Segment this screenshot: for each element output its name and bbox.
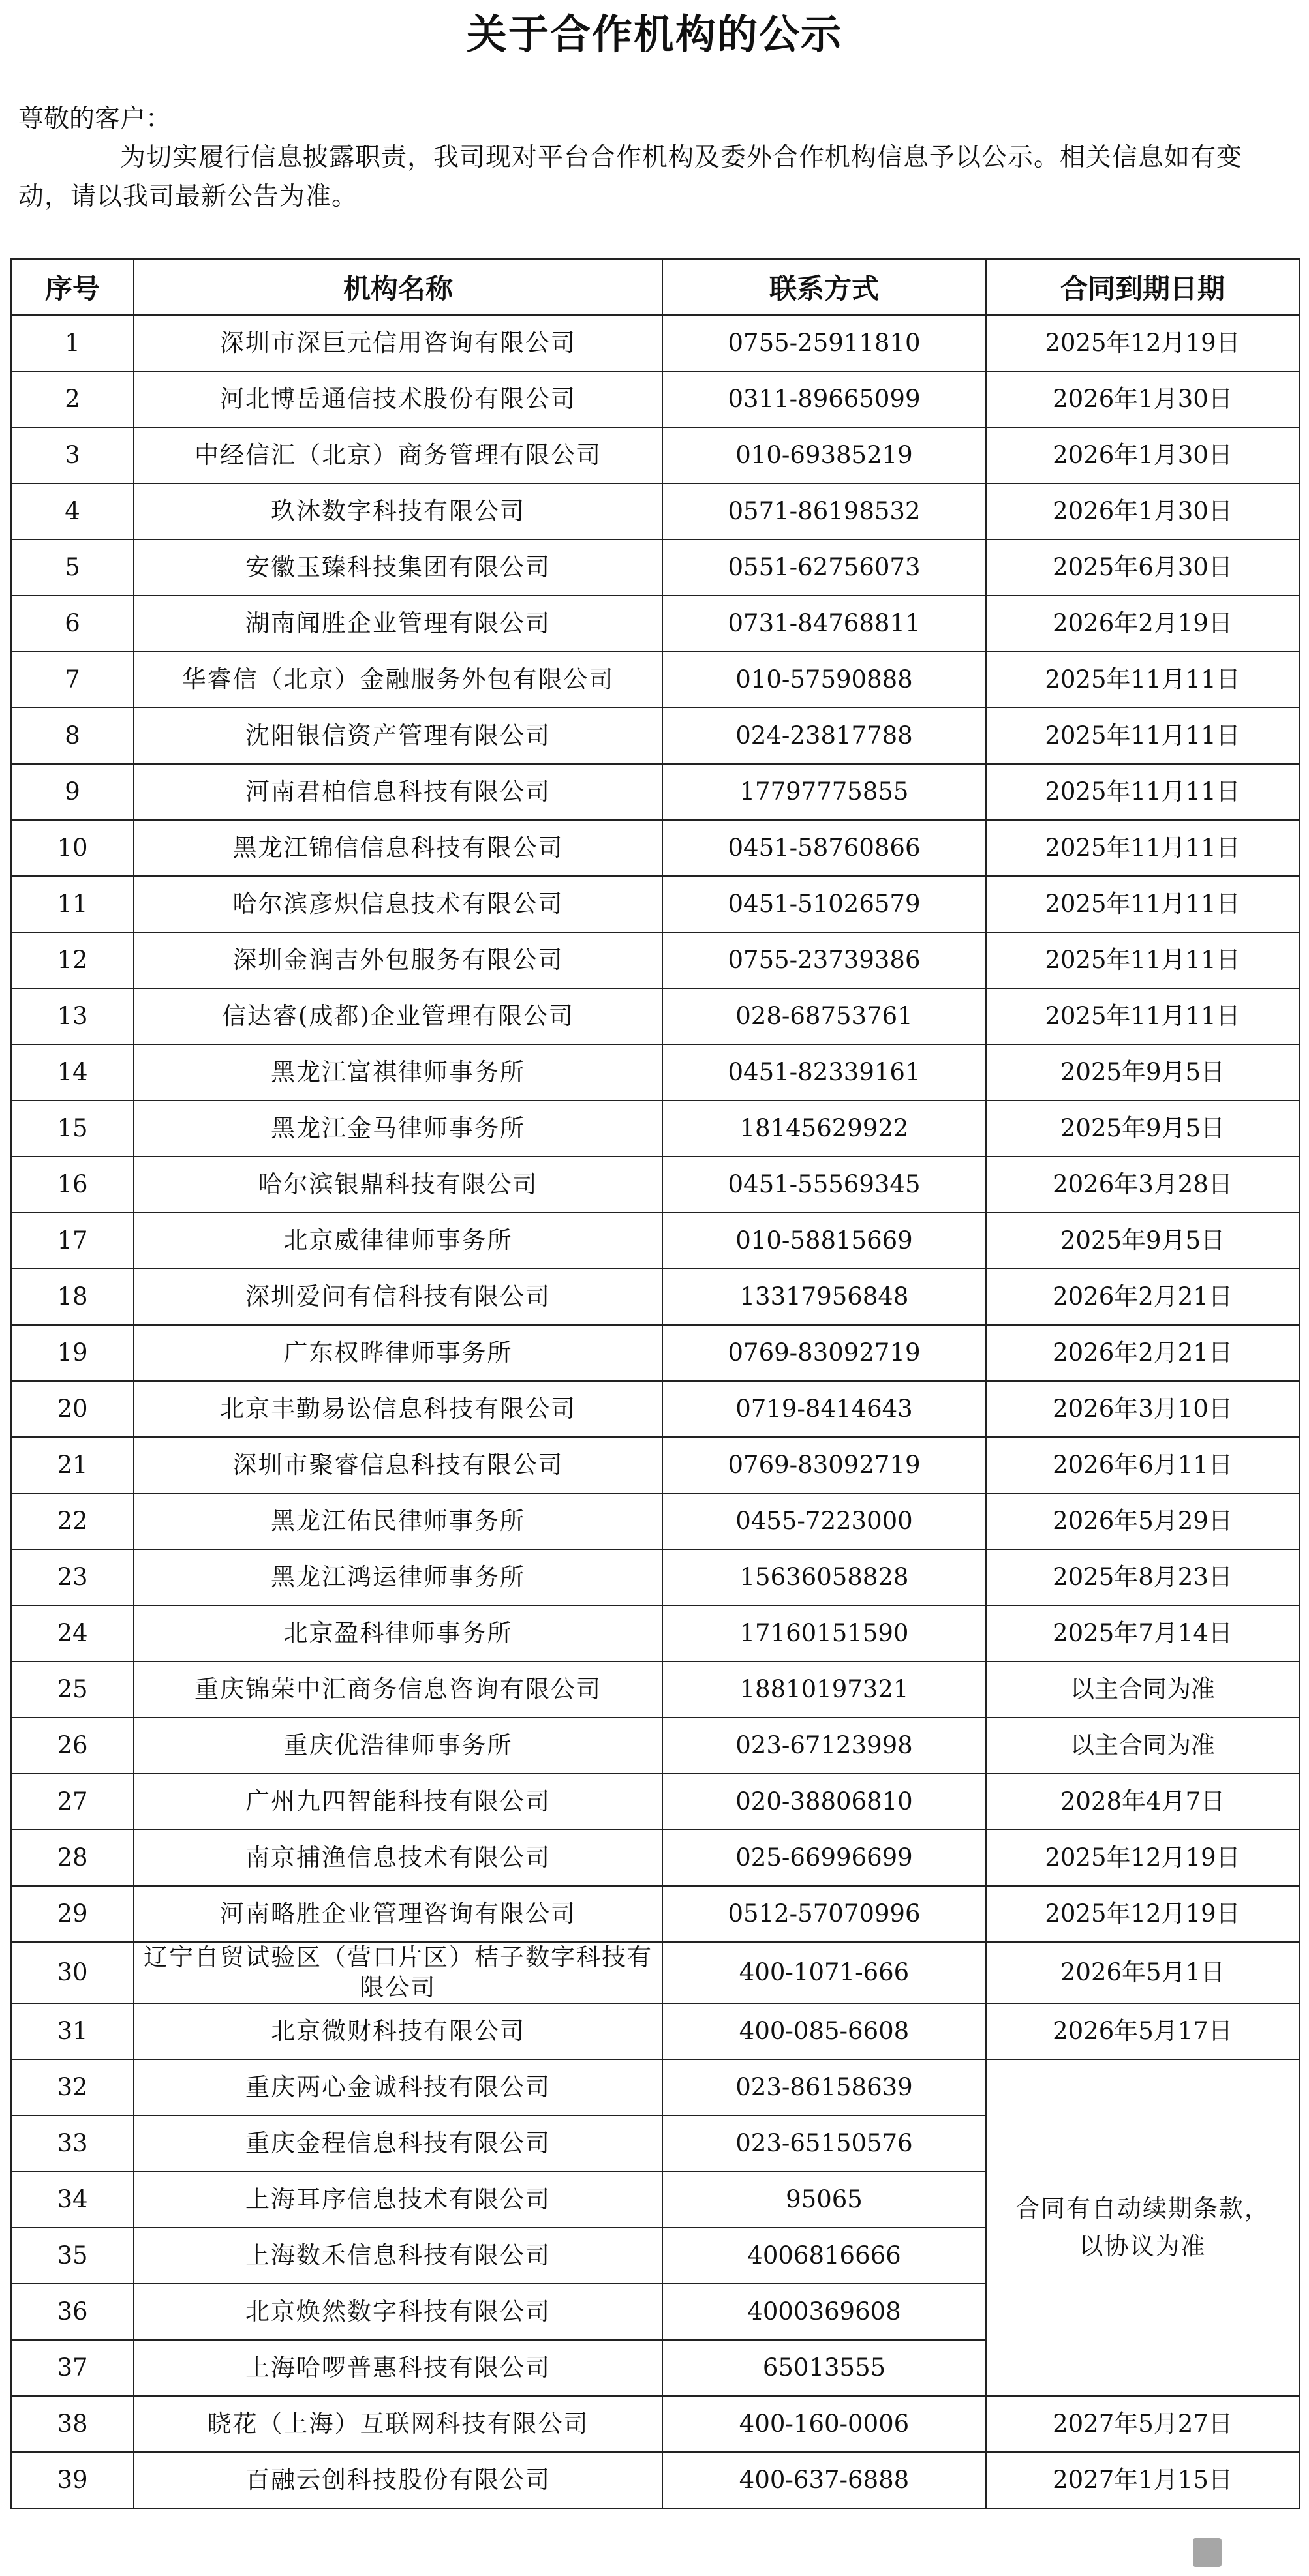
cell-contact: 0731-84768811 xyxy=(662,596,986,652)
cell-name: 黑龙江金马律师事务所 xyxy=(134,1100,662,1157)
table-row xyxy=(11,1942,1299,2003)
cell-contact: 17160151590 xyxy=(662,1605,986,1661)
table-body xyxy=(11,315,1299,2508)
cell-name: 湖南闻胜企业管理有限公司 xyxy=(134,596,662,652)
cell-name: 深圳金润吉外包服务有限公司 xyxy=(134,932,662,988)
header-name: 机构名称 xyxy=(134,259,662,315)
cell-contact: 95065 xyxy=(662,2172,986,2228)
cell-contact: 0451-82339161 xyxy=(662,1044,986,1100)
cell-contact: 0719-8414643 xyxy=(662,1381,986,1437)
cell-no: 33 xyxy=(11,2115,134,2172)
cell-expiry: 2025年12月19日 xyxy=(986,315,1299,371)
cell-name: 中经信汇（北京）商务管理有限公司 xyxy=(134,427,662,483)
intro-paragraph: 为切实履行信息披露职责，我司现对平台合作机构及委外合作机构信息予以公示。相关信息如有变动，请以我司最新公告为准。 xyxy=(18,143,1243,211)
cell-no: 25 xyxy=(11,1661,134,1718)
cell-no: 34 xyxy=(11,2172,134,2228)
cell-expiry: 2027年1月15日 xyxy=(986,2452,1299,2508)
table-row xyxy=(11,988,1299,1044)
cell-no: 15 xyxy=(11,1100,134,1157)
cell-no: 38 xyxy=(11,2396,134,2452)
cell-name: 深圳爱问有信科技有限公司 xyxy=(134,1269,662,1325)
table-row xyxy=(11,1100,1299,1157)
table-row xyxy=(11,1213,1299,1269)
cell-expiry: 2025年12月19日 xyxy=(986,1886,1299,1942)
cell-name: 北京丰勤易讼信息科技有限公司 xyxy=(134,1381,662,1437)
table-header-row xyxy=(11,259,1299,315)
cell-expiry: 2026年5月1日 xyxy=(986,1942,1299,2003)
cell-contact: 023-65150576 xyxy=(662,2115,986,2172)
cell-contact: 010-69385219 xyxy=(662,427,986,483)
cell-contact: 0451-55569345 xyxy=(662,1157,986,1213)
table-row xyxy=(11,932,1299,988)
cell-name: 重庆优浩律师事务所 xyxy=(134,1718,662,1774)
cell-no: 23 xyxy=(11,1549,134,1605)
cell-contact: 0571-86198532 xyxy=(662,483,986,539)
table-row xyxy=(11,1830,1299,1886)
cell-contact: 4000369608 xyxy=(662,2284,986,2340)
cell-name: 重庆金程信息科技有限公司 xyxy=(134,2115,662,2172)
cell-no: 13 xyxy=(11,988,134,1044)
cell-expiry: 2025年11月11日 xyxy=(986,988,1299,1044)
table-row xyxy=(11,1437,1299,1493)
cell-expiry: 2026年6月11日 xyxy=(986,1437,1299,1493)
cell-expiry: 2027年5月27日 xyxy=(986,2396,1299,2452)
cell-no: 4 xyxy=(11,483,134,539)
cell-name: 上海哈啰普惠科技有限公司 xyxy=(134,2340,662,2396)
cell-contact: 0769-83092719 xyxy=(662,1437,986,1493)
cell-expiry: 2026年3月10日 xyxy=(986,1381,1299,1437)
cell-contact: 18145629922 xyxy=(662,1100,986,1157)
cell-contact: 024-23817788 xyxy=(662,708,986,764)
cell-name: 沈阳银信资产管理有限公司 xyxy=(134,708,662,764)
cell-contact: 0512-57070996 xyxy=(662,1886,986,1942)
cell-no: 35 xyxy=(11,2228,134,2284)
cell-no: 14 xyxy=(11,1044,134,1100)
table-row xyxy=(11,708,1299,764)
table-row xyxy=(11,2003,1299,2059)
cell-no: 36 xyxy=(11,2284,134,2340)
cell-no: 12 xyxy=(11,932,134,988)
table-row xyxy=(11,2396,1299,2452)
table-row xyxy=(11,2452,1299,2508)
header-expiry: 合同到期日期 xyxy=(986,259,1299,315)
cell-contact: 400-637-6888 xyxy=(662,2452,986,2508)
cell-name: 河南略胜企业管理咨询有限公司 xyxy=(134,1886,662,1942)
cell-contact: 010-57590888 xyxy=(662,652,986,708)
cell-contact: 4006816666 xyxy=(662,2228,986,2284)
cell-expiry: 2025年11月11日 xyxy=(986,764,1299,820)
cell-contact: 15636058828 xyxy=(662,1549,986,1605)
table-row xyxy=(11,539,1299,596)
cell-name: 上海耳序信息技术有限公司 xyxy=(134,2172,662,2228)
cell-no: 3 xyxy=(11,427,134,483)
cell-contact: 020-38806810 xyxy=(662,1774,986,1830)
cell-expiry: 2026年2月19日 xyxy=(986,596,1299,652)
table-row xyxy=(11,1493,1299,1549)
table-row xyxy=(11,1605,1299,1661)
cell-no: 18 xyxy=(11,1269,134,1325)
cell-name: 重庆锦荣中汇商务信息咨询有限公司 xyxy=(134,1661,662,1718)
cell-contact: 0769-83092719 xyxy=(662,1325,986,1381)
cell-contact: 023-86158639 xyxy=(662,2059,986,2115)
cell-contact: 18810197321 xyxy=(662,1661,986,1718)
page-title: 关于合作机构的公示 xyxy=(466,10,842,58)
table-row xyxy=(11,483,1299,539)
cell-name: 北京盈科律师事务所 xyxy=(134,1605,662,1661)
cell-expiry: 2025年11月11日 xyxy=(986,932,1299,988)
cell-no: 21 xyxy=(11,1437,134,1493)
table-row xyxy=(11,1886,1299,1942)
cell-expiry: 2026年5月29日 xyxy=(986,1493,1299,1549)
cell-no: 19 xyxy=(11,1325,134,1381)
cell-name: 北京微财科技有限公司 xyxy=(134,2003,662,2059)
cell-contact: 0551-62756073 xyxy=(662,539,986,596)
cell-name: 北京焕然数字科技有限公司 xyxy=(134,2284,662,2340)
cell-expiry: 2025年11月11日 xyxy=(986,820,1299,876)
table-row xyxy=(11,2059,1299,2115)
cell-name: 广东权晔律师事务所 xyxy=(134,1325,662,1381)
cell-name: 河南君柏信息科技有限公司 xyxy=(134,764,662,820)
cell-contact: 65013555 xyxy=(662,2340,986,2396)
cell-name: 深圳市聚睿信息科技有限公司 xyxy=(134,1437,662,1493)
cell-expiry: 2025年8月23日 xyxy=(986,1549,1299,1605)
cell-expiry: 2026年1月30日 xyxy=(986,483,1299,539)
table-row xyxy=(11,876,1299,932)
table-row xyxy=(11,371,1299,427)
cell-no: 17 xyxy=(11,1213,134,1269)
cell-expiry: 2026年2月21日 xyxy=(986,1269,1299,1325)
cell-no: 39 xyxy=(11,2452,134,2508)
cell-contact: 17797775855 xyxy=(662,764,986,820)
table-row xyxy=(11,764,1299,820)
table-row xyxy=(11,652,1299,708)
merged-note-line: 合同有自动续期条款， xyxy=(1015,2194,1270,2222)
cell-name: 哈尔滨银鼎科技有限公司 xyxy=(134,1157,662,1213)
table-row xyxy=(11,1157,1299,1213)
cell-expiry: 2025年11月11日 xyxy=(986,652,1299,708)
cell-contact: 400-1071-666 xyxy=(662,1942,986,2003)
cell-expiry: 2025年6月30日 xyxy=(986,539,1299,596)
cell-no: 29 xyxy=(11,1886,134,1942)
cell-name: 华睿信（北京）金融服务外包有限公司 xyxy=(134,652,662,708)
cell-name: 黑龙江富祺律师事务所 xyxy=(134,1044,662,1100)
cell-name: 上海数禾信息科技有限公司 xyxy=(134,2228,662,2284)
cell-expiry: 以主合同为准 xyxy=(986,1718,1299,1774)
cell-no: 27 xyxy=(11,1774,134,1830)
cell-no: 32 xyxy=(11,2059,134,2115)
cell-no: 30 xyxy=(11,1942,134,2003)
cell-name: 晓花（上海）互联网科技有限公司 xyxy=(134,2396,662,2452)
cell-name: 深圳市深巨元信用咨询有限公司 xyxy=(134,315,662,371)
cell-contact: 028-68753761 xyxy=(662,988,986,1044)
cell-expiry: 2026年1月30日 xyxy=(986,371,1299,427)
cell-no: 9 xyxy=(11,764,134,820)
table-row xyxy=(11,1718,1299,1774)
cell-expiry: 2025年11月11日 xyxy=(986,708,1299,764)
table-row xyxy=(11,1269,1299,1325)
cell-name: 哈尔滨彦炽信息技术有限公司 xyxy=(134,876,662,932)
cell-contact: 400-160-0006 xyxy=(662,2396,986,2452)
cell-no: 11 xyxy=(11,876,134,932)
cell-no: 22 xyxy=(11,1493,134,1549)
watermark-text: 格隆汇 xyxy=(1229,2541,1300,2568)
cell-no: 16 xyxy=(11,1157,134,1213)
cell-contact: 0451-58760866 xyxy=(662,820,986,876)
cell-expiry: 2026年2月21日 xyxy=(986,1325,1299,1381)
cell-expiry: 2025年9月5日 xyxy=(986,1044,1299,1100)
cell-no: 31 xyxy=(11,2003,134,2059)
watermark-logo-icon xyxy=(1190,2536,1224,2569)
cell-name: 广州九四智能科技有限公司 xyxy=(134,1774,662,1830)
cell-no: 24 xyxy=(11,1605,134,1661)
cell-contact: 0455-7223000 xyxy=(662,1493,986,1549)
cell-no: 26 xyxy=(11,1718,134,1774)
cell-name: 黑龙江锦信信息科技有限公司 xyxy=(134,820,662,876)
cell-contact: 0311-89665099 xyxy=(662,371,986,427)
table-row xyxy=(11,1661,1299,1718)
cell-name: 北京威律律师事务所 xyxy=(134,1213,662,1269)
cell-expiry: 2026年5月17日 xyxy=(986,2003,1299,2059)
cell-expiry: 以主合同为准 xyxy=(986,1661,1299,1718)
cell-no: 37 xyxy=(11,2340,134,2396)
cell-name: 重庆两心金诚科技有限公司 xyxy=(134,2059,662,2115)
table-row xyxy=(11,820,1299,876)
table-row xyxy=(11,315,1299,371)
cell-name: 黑龙江佑民律师事务所 xyxy=(134,1493,662,1549)
cell-no: 8 xyxy=(11,708,134,764)
cell-expiry-merged xyxy=(986,2059,1299,2396)
cell-contact: 025-66996699 xyxy=(662,1830,986,1886)
greeting: 尊敬的客户： xyxy=(18,104,172,134)
cell-contact: 010-58815669 xyxy=(662,1213,986,1269)
cell-expiry: 2028年4月7日 xyxy=(986,1774,1299,1830)
cell-contact: 023-67123998 xyxy=(662,1718,986,1774)
cell-no: 28 xyxy=(11,1830,134,1886)
cell-expiry: 2026年3月28日 xyxy=(986,1157,1299,1213)
cell-name: 辽宁自贸试验区（营口片区）桔子数字科技有限公司 xyxy=(134,1942,662,2003)
cell-no: 5 xyxy=(11,539,134,596)
cell-name: 安徽玉臻科技集团有限公司 xyxy=(134,539,662,596)
cell-no: 10 xyxy=(11,820,134,876)
table-row xyxy=(11,1325,1299,1381)
table-row xyxy=(11,1381,1299,1437)
cell-no: 7 xyxy=(11,652,134,708)
cell-expiry: 2025年11月11日 xyxy=(986,876,1299,932)
cell-contact: 13317956848 xyxy=(662,1269,986,1325)
cell-no: 1 xyxy=(11,315,134,371)
cell-name: 百融云创科技股份有限公司 xyxy=(134,2452,662,2508)
cell-name: 信达睿(成都)企业管理有限公司 xyxy=(134,988,662,1044)
cell-no: 6 xyxy=(11,596,134,652)
watermark xyxy=(1190,2533,1300,2572)
cell-expiry: 2026年1月30日 xyxy=(986,427,1299,483)
cell-no: 20 xyxy=(11,1381,134,1437)
cell-expiry: 2025年9月5日 xyxy=(986,1100,1299,1157)
table-row xyxy=(11,427,1299,483)
partner-table xyxy=(10,258,1300,2509)
cell-contact: 0755-25911810 xyxy=(662,315,986,371)
cell-name: 河北博岳通信技术股份有限公司 xyxy=(134,371,662,427)
cell-no: 2 xyxy=(11,371,134,427)
cell-name: 南京捕渔信息技术有限公司 xyxy=(134,1830,662,1886)
cell-expiry: 2025年9月5日 xyxy=(986,1213,1299,1269)
table-row xyxy=(11,1044,1299,1100)
cell-name: 黑龙江鸿运律师事务所 xyxy=(134,1549,662,1605)
table-row xyxy=(11,596,1299,652)
merged-note-line: 以协议为准 xyxy=(1079,2232,1207,2260)
cell-contact: 0451-51026579 xyxy=(662,876,986,932)
cell-expiry: 2025年12月19日 xyxy=(986,1830,1299,1886)
cell-name: 玖沐数字科技有限公司 xyxy=(134,483,662,539)
header-contact: 联系方式 xyxy=(662,259,986,315)
cell-contact: 400-085-6608 xyxy=(662,2003,986,2059)
cell-contact: 0755-23739386 xyxy=(662,932,986,988)
table-row xyxy=(11,1774,1299,1830)
header-no: 序号 xyxy=(11,259,134,315)
cell-expiry: 2025年7月14日 xyxy=(986,1605,1299,1661)
table-row xyxy=(11,1549,1299,1605)
